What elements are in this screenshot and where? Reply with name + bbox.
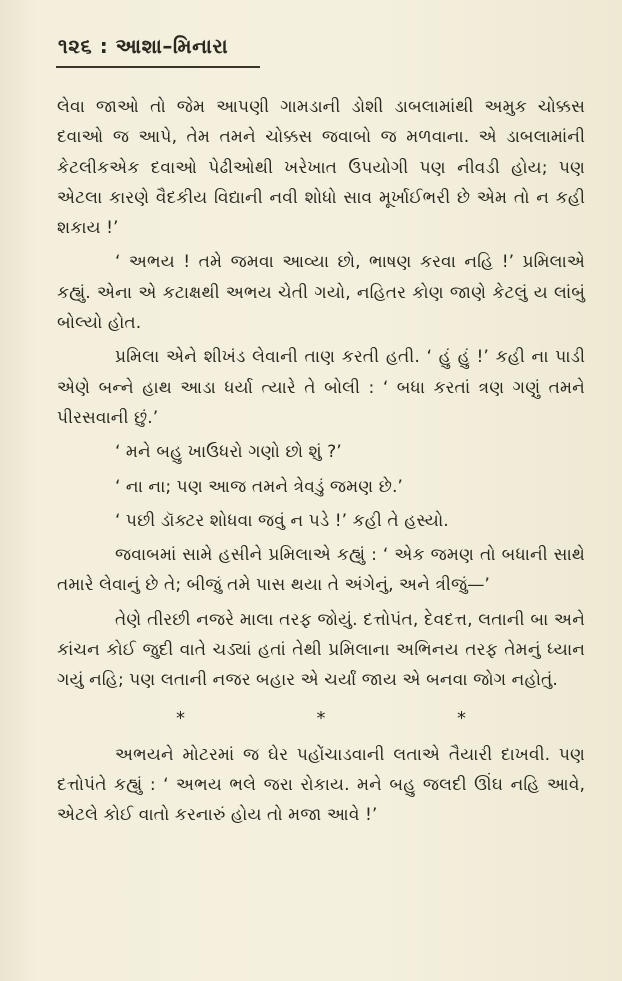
paragraph-8: તેણે તીરછી નજરે માલા તરફ જોયું. દત્તોપંત, દેવદત્ત, લતાની બા અને કાંચન કોઈ જુદી વાતે ચડ્યાં હતાં તેથી પ્રમિલાના અભિનય તરફ તેમનું ધ્યાન ગયું નહિ; પણ લતાની નજર બહાર એ ચર્યાં જાય એ બનવા જોગ નહોતું. xyxy=(57,609,585,691)
paragraph-7: જવાબમાં સામે હસીને પ્રમિલાએ કહ્યું : ‘ એક જમણ તો બધાની સાથે તમારે લેવાનું છે તે; બીજું તમે પાસ થયા તે અંગેનું, અને ત્રીજું—’ xyxy=(57,545,585,596)
paragraph-6: ‘ પછી ડૉક્ટર શોધવા જવું ન પડે !’ કહી તે હસ્યો. xyxy=(115,510,449,531)
paragraph-1: લેવા જાઓ તો જેમ આપણી ગામડાની ડોશી ડાબલામાંથી અમુક ચોક્કસ દવાઓ જ આપે, તેમ તમને ચોક્કસ જવાબો જ મળવાના. એ ડાબલામાંની કેટલીકએક દવાઓ પેઢીઓથી ખરેખાત ઉપયોગી પણ નીવડી હોય; પણ એટલા કારણે વૈદકીય વિદ્યાની નવી શોધો સાવ મૂર્ખાઈભરી છે એમ તો ન કહી શકાય !’ xyxy=(57,97,585,239)
page-body xyxy=(57,92,585,835)
paragraph-3: પ્રમિલા એને શીખંડ લેવાની તાણ કરતી હતી. ‘ હું હું !’ કહી ના પાડી એણે બન્ને હાથ આડા ધર્યા ત્યારે તે બોલી : ‘ બધા કરતાં ત્રણ ગણું તમને પીરસવાની છું.’ xyxy=(57,347,585,428)
paragraph-2: ‘ અભય ! તમે જમવા આવ્યા છો, ભાષણ કરવા નહિ !’ પ્રમિલાએ કહ્યું. એના એ કટાક્ષથી અભય ચેતી ગયો, નહિતર કોણ જાણે કેટલું ય લાંબું બોલ્યો હોત. xyxy=(57,252,585,334)
paragraph-4: ‘ મને બહુ ખાઉધરો ગણો છો શું ?’ xyxy=(115,442,342,463)
paragraph-9: અભયને મોટરમાં જ ઘેર પહોંચાડવાની લતાએ તૈયારી દાખવી. પણ દત્તોપંતે કહ્યું : ‘ અભય ભલે જરા રોકાય. મને બહુ જલદી ઊંઘ નહિ આવે, એટલે કોઈ વાતો કરનારું હોય તો મજા આવે !’ xyxy=(57,744,585,826)
page-header: ૧૨૬ : આશા–મિનારા xyxy=(58,34,229,58)
paragraph-5: ‘ ના ના; પણ આજ તમને ત્રેવડું જમણ છે.’ xyxy=(115,476,403,497)
separator-star: * xyxy=(457,707,466,729)
separator-star: * xyxy=(316,707,326,729)
section-separator xyxy=(176,708,466,730)
separator-star: * xyxy=(176,707,185,729)
header-underline xyxy=(56,66,260,68)
